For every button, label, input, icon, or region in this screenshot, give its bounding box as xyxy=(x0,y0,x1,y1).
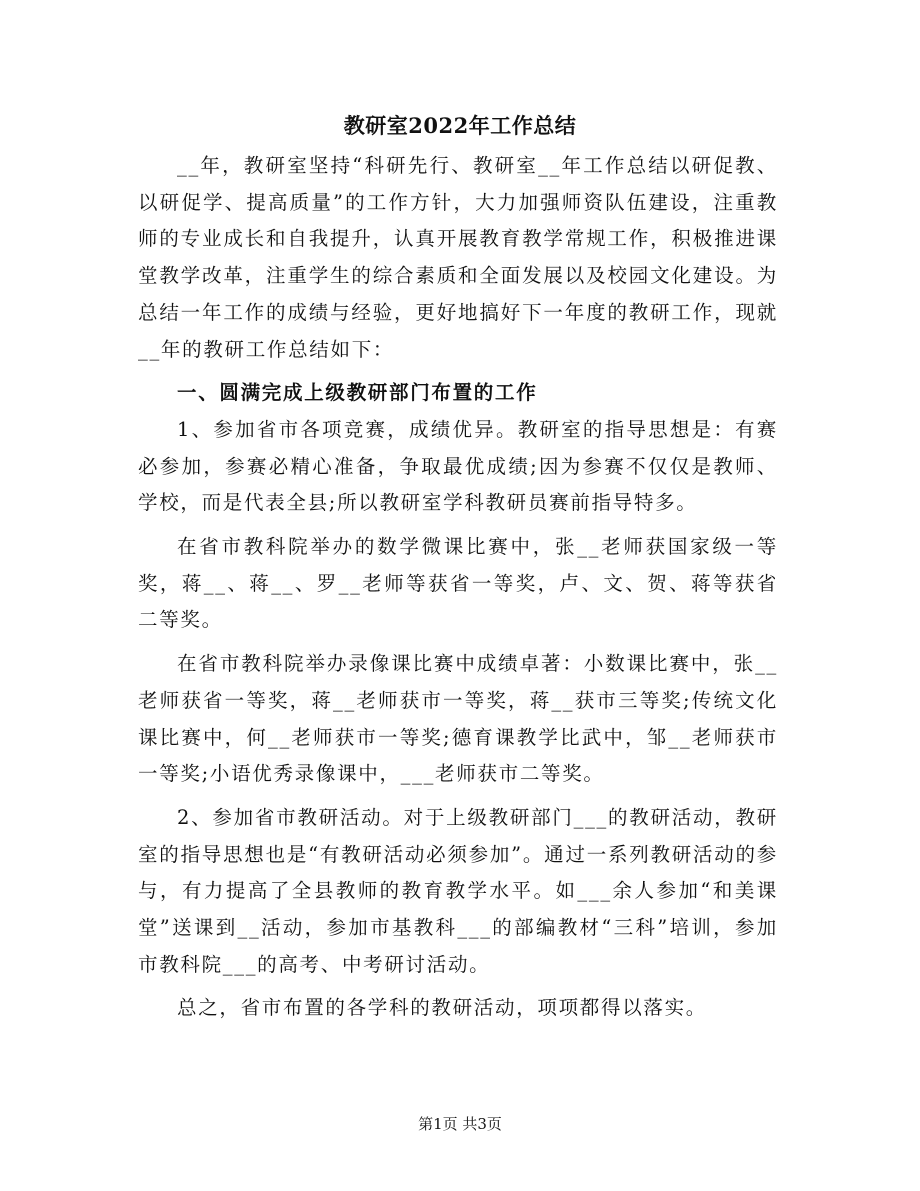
micro-lesson-paragraph: 在省市教科院举办的数学微课比赛中，张__老师获国家级一等奖，蒋__、蒋__、罗__老师等获省一等奖，卢、文、贺、蒋等获省二等奖。 xyxy=(138,535,778,632)
document-title: 教研室2022年工作总结 xyxy=(343,113,577,138)
summary-paragraph: 总之，省市布置的各学科的教研活动，项项都得以落实。 xyxy=(177,996,708,1020)
video-lesson-paragraph: 在省市教科院举办录像课比赛中成绩卓著：小数课比赛中，张__老师获省一等奖，蒋__老师获市一等奖，蒋__获市三等奖;传统文化课比赛中，何__老师获市一等奖;德育课教学比武中，邹__老师获市一等奖;小语优秀录像课中，___老师获市二等奖。 xyxy=(138,652,778,786)
competition-paragraph: 1、参加省市各项竞赛，成绩优异。教研室的指导思想是：有赛必参加，参赛必精心准备，争取最优成绩;因为参赛不仅仅是教师、学校，而是代表全县;所以教研室学科教研员赛前指导特多。 xyxy=(138,417,778,515)
research-activity-paragraph: 2、参加省市教研活动。对于上级教研部门___的教研活动，教研室的指导思想也是“有教研活动必须参加”。通过一系列教研活动的参与，有力提高了全县教师的教育教学水平。如___余人参加“和美课堂”送课到__活动，参加市基教科___的部编教材“三科”培训，参加市教科院___的高考、中考研讨活动。 xyxy=(138,805,778,976)
section-heading: 一、圆满完成上级教研部门布置的工作 xyxy=(177,381,538,405)
page-indicator: 第1页 共3页 xyxy=(418,1115,502,1133)
document-body xyxy=(138,148,778,1027)
intro-paragraph: __年，教研室坚持“科研先行、教研室__年工作总结以研促教、以研促学、提高质量”的工作方针，大力加强师资队伍建设，注重教师的专业成长和自我提升，认真开展教育教学常规工作，积极推进课堂教学改革，注重学生的综合素质和全面发展以及校园文化建设。为总结一年工作的成绩与经验，更好地搞好下一年度的教研工作，现就__年的教研工作总结如下： xyxy=(138,154,778,361)
